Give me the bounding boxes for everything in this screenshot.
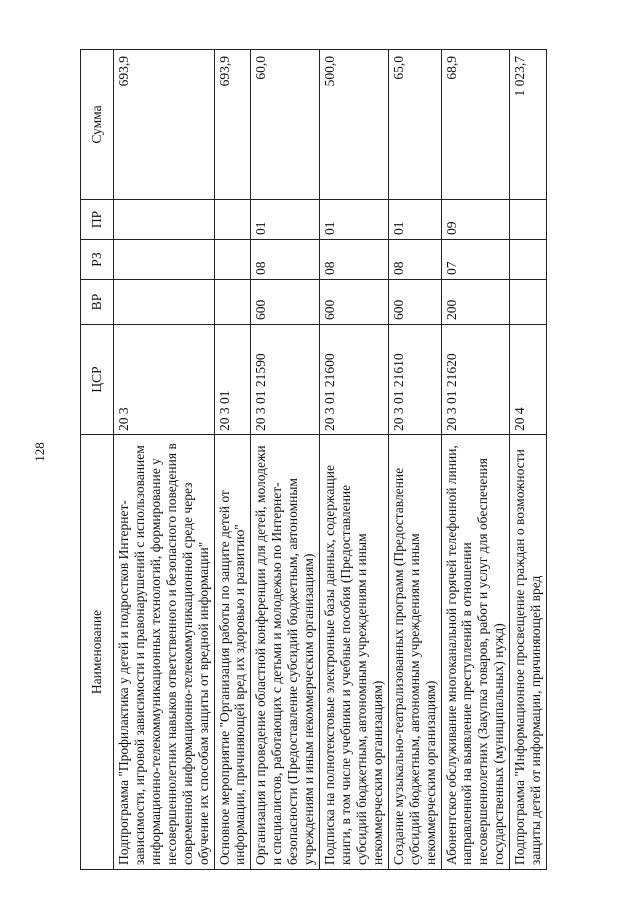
cell-sum: 65,0 xyxy=(388,50,441,200)
cell-pr xyxy=(510,200,547,240)
cell-pr: 09 xyxy=(441,200,510,240)
table-row xyxy=(441,50,510,870)
cell-sum: 500,0 xyxy=(320,50,389,200)
cell-pr xyxy=(214,200,251,240)
page-number-text: 128 xyxy=(32,442,47,462)
cell-vr: 600 xyxy=(320,280,389,325)
cell-sum: 693,9 xyxy=(214,50,251,200)
header-csr: ЦСР xyxy=(81,325,114,435)
cell-name: Подпрограмма "Профилактика у детей и подростков Интернет-зависимости, игровой зависимости и правонарушений с использованием информационно-телекоммуникационных технологий, формирование у несовершеннолетних навыков ответственного и безопасного поведения в современной информационно-телекоммуникационной среде через обучение их способам защиты от вредной информации" xyxy=(114,435,215,870)
cell-name: Организация и проведение областной конференции для детей, молодежи и специалистов, работающих с детьми и молодежью по Интернет-безопасности (Предоставление субсидий бюджетным, автономным учреждениям и иным некоммерческим организациям) xyxy=(251,435,320,870)
rotated-document xyxy=(80,50,600,870)
cell-rz: 07 xyxy=(441,240,510,280)
cell-pr xyxy=(114,200,215,240)
table-row xyxy=(251,50,320,870)
table-header-row xyxy=(81,50,114,870)
budget-table xyxy=(80,49,547,870)
cell-rz: 08 xyxy=(251,240,320,280)
cell-pr: 01 xyxy=(320,200,389,240)
cell-csr: 20 3 01 xyxy=(214,325,251,435)
cell-sum: 693,9 xyxy=(114,50,215,200)
header-rz: РЗ xyxy=(81,240,114,280)
table-row xyxy=(214,50,251,870)
cell-sum: 1 023,7 xyxy=(510,50,547,200)
cell-name: Подпрограмма "Информационное просвещение граждан о возможности защиты детей от информации, причиняющей вред xyxy=(510,435,547,870)
cell-rz xyxy=(510,240,547,280)
header-pr: ПР xyxy=(81,200,114,240)
cell-vr: 600 xyxy=(388,280,441,325)
cell-vr xyxy=(114,280,215,325)
cell-sum: 60,0 xyxy=(251,50,320,200)
header-vr: ВР xyxy=(81,280,114,325)
cell-rz: 08 xyxy=(388,240,441,280)
cell-name: Основное мероприятие "Организация работы по защите детей от информации, причиняющей вред их здоровью и развитию" xyxy=(214,435,251,870)
table-row xyxy=(320,50,389,870)
cell-vr: 600 xyxy=(251,280,320,325)
cell-vr xyxy=(214,280,251,325)
header-sum: Сумма xyxy=(81,50,114,200)
cell-vr xyxy=(510,280,547,325)
table-row xyxy=(388,50,441,870)
cell-csr: 20 3 xyxy=(114,325,215,435)
cell-vr: 200 xyxy=(441,280,510,325)
cell-sum: 68,9 xyxy=(441,50,510,200)
cell-csr: 20 3 01 21620 xyxy=(441,325,510,435)
cell-csr: 20 3 01 21590 xyxy=(251,325,320,435)
cell-csr: 20 4 xyxy=(510,325,547,435)
table-row xyxy=(114,50,215,870)
cell-csr: 20 3 01 21610 xyxy=(388,325,441,435)
cell-name: Абонентское обслуживание многоканальной горячей телефонной линии, направленной на выявление преступлений в отношении несовершеннолетних (Закупка товаров, работ и услуг для обеспечения государственных (муниципальных) нужд) xyxy=(441,435,510,870)
cell-rz xyxy=(114,240,215,280)
cell-rz xyxy=(214,240,251,280)
cell-csr: 20 3 01 21600 xyxy=(320,325,389,435)
cell-name: Подписка на полнотекстовые электронные базы данных, содержащие книги, в том числе учебники и учебные пособия (Предоставление субсидий бюджетным, автономным учреждениям и иным некоммерческим организациям) xyxy=(320,435,389,870)
cell-name: Создание музыкально-театрализованных программ (Предоставление субсидий бюджетным, автономным учреждениям и иным некоммерческим организациям) xyxy=(388,435,441,870)
cell-pr: 01 xyxy=(251,200,320,240)
header-name: Наименование xyxy=(81,435,114,870)
cell-pr: 01 xyxy=(388,200,441,240)
table-row xyxy=(510,50,547,870)
cell-rz: 08 xyxy=(320,240,389,280)
